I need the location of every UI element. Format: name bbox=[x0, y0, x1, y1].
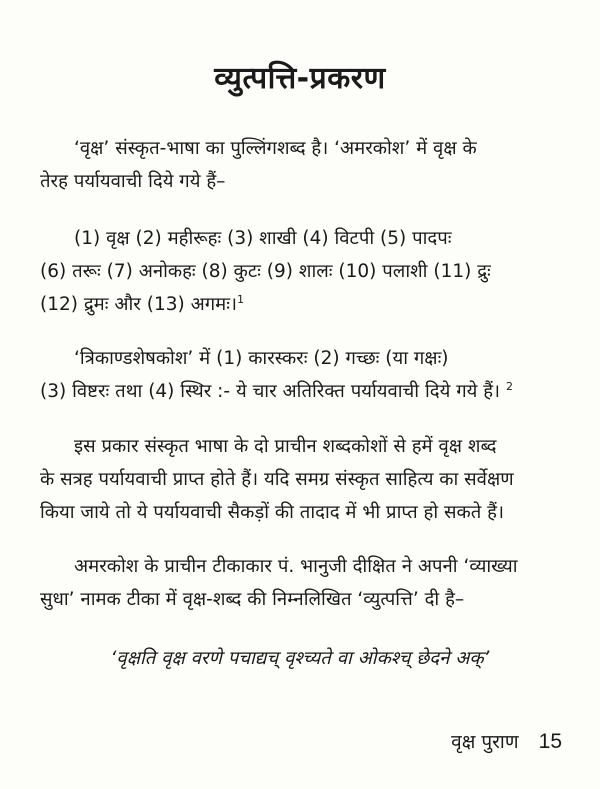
text-line: (3) विष्टरः तथा (4) स्थिर :- ये चार अतिरिक्त पर्यायवाची दिये गये हैं। bbox=[40, 381, 501, 402]
text-line: अमरकोश के प्राचीन टीकाकार पं. भानुजी दीक्षित ने अपनी ‘व्याख्या bbox=[74, 556, 518, 577]
text-line: के सत्रह पर्यायवाची प्राप्त होते हैं। यदि समग्र संस्कृत साहित्य का सर्वेक्षण bbox=[40, 469, 514, 490]
paragraph-sanskrit-synonyms bbox=[40, 430, 570, 529]
text-line: ‘वृक्ष’ संस्कृत-भाषा का पुल्लिंगशब्द है। ‘अमरकोश’ में वृक्ष के bbox=[74, 138, 477, 159]
text-line: ‘त्रिकाण्डशेषकोश’ में (1) कारस्करः (2) गच्छः (या गक्षः) bbox=[74, 348, 449, 369]
etymology-quote: ‘वृक्षति वृक्ष वरणे पचाद्यच् वृश्च्यते वा ओकश्च् छेदने अक्’ bbox=[110, 648, 490, 669]
text-line: सुधा’ नामक टीका में वृक्ष-शब्द की निम्नलिखित ‘व्युत्पत्ति’ दी है– bbox=[40, 589, 465, 610]
text-line: (12) द्रुमः और (13) अगमः। bbox=[40, 294, 237, 315]
chapter-title: व्युत्पत्ति-प्रकरण bbox=[214, 61, 386, 96]
text-line: (1) वृक्ष (2) महीरूहः (3) शाखी (4) विटपी (5) पादपः bbox=[74, 228, 452, 249]
paragraph-bhanuji-dikshit bbox=[40, 550, 570, 616]
text-line: (6) तरूः (7) अनोकहः (8) कुटः (9) शालः (10) पलाशी (11) द्रुः bbox=[40, 261, 491, 282]
page-number: 15 bbox=[538, 730, 562, 753]
footer-book-title: वृक्ष पुराण bbox=[451, 731, 519, 753]
text-line: किया जाये तो ये पर्यायवाची सैकड़ों की तादाद में भी प्राप्त हो सकते हैं। bbox=[40, 502, 504, 523]
paragraph-amarkosha-intro bbox=[40, 132, 570, 198]
text-line: इस प्रकार संस्कृत भाषा के दो प्राचीन शब्दकोशों से हमें वृक्ष शब्द bbox=[74, 436, 497, 457]
footnote-ref-2[interactable]: 2 bbox=[505, 379, 513, 393]
paragraph-synonym-list bbox=[40, 222, 570, 321]
text-line-with-footnote bbox=[40, 375, 570, 408]
paragraph-trikandashesha bbox=[40, 342, 570, 408]
footnote-ref-1[interactable]: 1 bbox=[236, 292, 244, 306]
text-line-with-footnote bbox=[40, 288, 570, 321]
page-footer bbox=[451, 728, 562, 754]
text-line: तेरह पर्यायवाची दिये गये हैं– bbox=[40, 171, 226, 192]
